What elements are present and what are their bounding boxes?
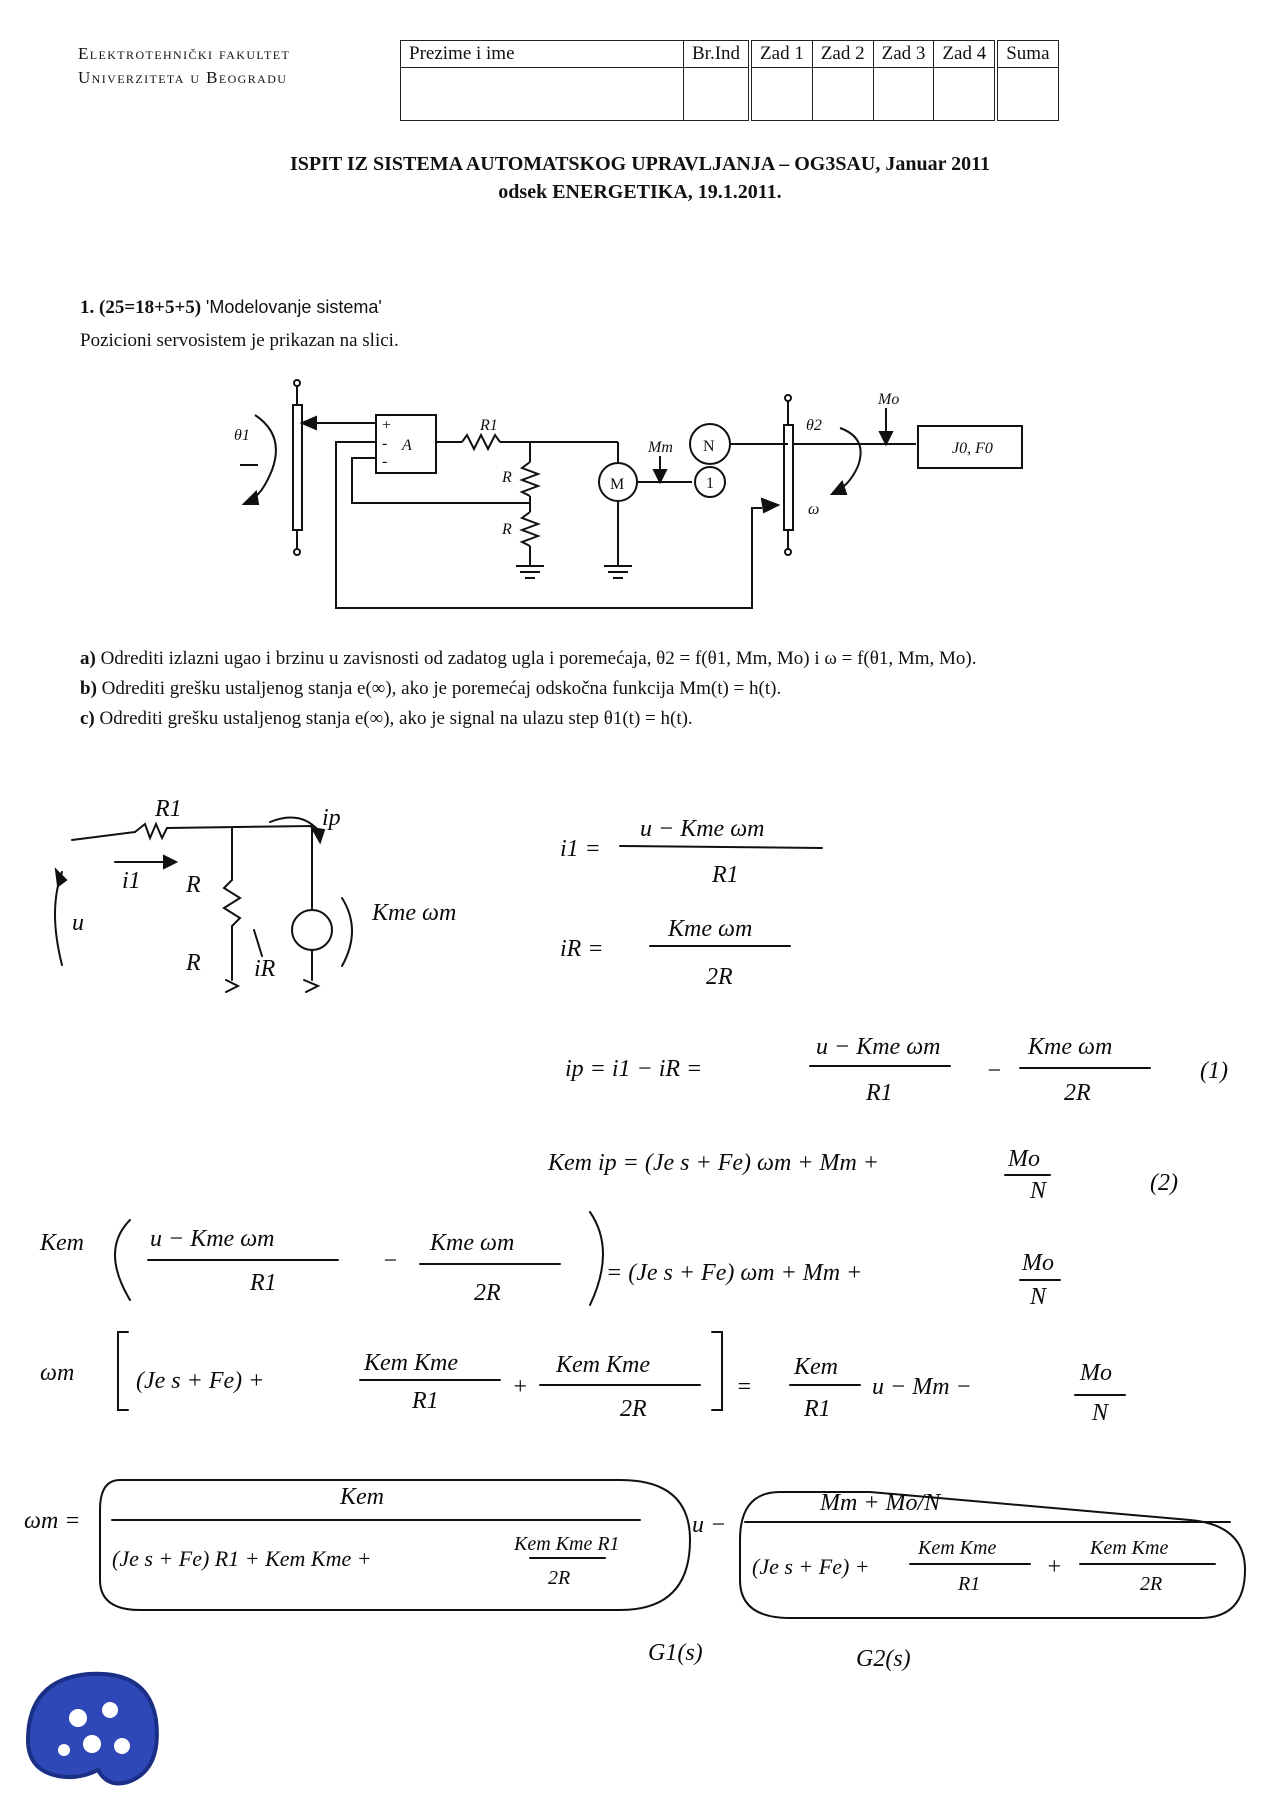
label-motor: M — [610, 476, 625, 493]
eq-i1-lhs: i1 = — [560, 836, 601, 862]
eq-fin-g2-fnum2: Kem Kme — [1090, 1537, 1169, 1559]
eq-col-rrest: u − Mm − — [872, 1374, 972, 1400]
task-points: (25=18+5+5) — [99, 297, 202, 318]
handwritten-solution — [0, 780, 1280, 1809]
label-g1: G1(s) — [648, 1640, 703, 1666]
eq-sub-minus: − — [382, 1248, 399, 1274]
label-r1: R1 — [480, 417, 498, 434]
sketch-label-u: u — [72, 910, 84, 936]
sketch-current-source — [292, 910, 332, 950]
grade-table-header-row — [401, 41, 1059, 68]
eq-torque-den: N — [1030, 1178, 1047, 1204]
header-name: Prezime i ime — [401, 41, 684, 68]
grade-table — [400, 40, 1059, 121]
eq-sub-rhs: = (Je s + Fe) ωm + Mm + — [606, 1260, 863, 1286]
sketch-resistor-r1 — [135, 824, 167, 838]
eq-ip-lhs: ip = i1 − iR = — [565, 1056, 703, 1082]
eq-fin-g2-fnum1: Kem Kme — [918, 1537, 997, 1559]
amp-minus-2: - — [382, 453, 388, 470]
amp-gain: A — [402, 437, 412, 454]
label-load: J0, F0 — [952, 440, 993, 457]
label-theta1: θ1 — [234, 427, 250, 444]
eq-col-rden: R1 — [804, 1396, 831, 1422]
eq-fin-g2-num: Mm + Mo/N — [820, 1490, 941, 1516]
cell-task-2[interactable] — [812, 68, 873, 121]
output-potentiometer — [784, 425, 793, 530]
label-mm: Mm — [648, 439, 673, 456]
header-task-3: Zad 3 — [873, 41, 934, 68]
theta2-arrow — [838, 428, 861, 490]
question-a-label: a) — [80, 648, 96, 669]
faculty-line-2: Univerziteta u Beogradu — [78, 68, 288, 87]
sketch-label-i1: i1 — [122, 868, 141, 894]
eq-fin-g1-num: Kem — [340, 1484, 384, 1510]
eq-col-num3: Kem Kme — [556, 1352, 650, 1378]
eq-sub-mo-num: Mo — [1022, 1250, 1054, 1276]
eq-fin-g2-den1: (Je s + Fe) + — [752, 1554, 870, 1579]
question-b-text: Odrediti grešku ustaljenog stanja e(∞), ako je poremećaj odskočna funkcija Mm(t) = h(t). — [101, 678, 782, 699]
task-number: 1. — [80, 297, 95, 318]
eq-ip-num2: Kme ωm — [1028, 1034, 1113, 1060]
eq-fin-g1-frac-num: Kem Kme R1 — [514, 1533, 620, 1555]
faculty-line-1: Elektrotehnički fakultet — [78, 44, 291, 63]
label-r-bottom: R — [502, 521, 512, 538]
sketch-resistor-r — [224, 828, 240, 980]
eq-i1-num: u − Kme ωm — [640, 816, 765, 842]
label-mo: Mo — [878, 391, 900, 408]
sketch-label-ip: ip — [322, 805, 341, 831]
eq-col-num2: Kem Kme — [364, 1350, 458, 1376]
eq-col-mo-num: Mo — [1080, 1360, 1112, 1386]
sketch-label-source: Kme ωm — [372, 900, 457, 926]
eq-torque-num: Mo — [1008, 1146, 1040, 1172]
eq-sub-den2: 2R — [474, 1280, 501, 1306]
sketch-label-r-b: R — [186, 950, 201, 976]
header-sum: Suma — [996, 41, 1058, 68]
exam-title: ISPIT IZ SISTEMA AUTOMATSKOG UPRAVLJANJA – OG3SAU, Januar 2011 — [290, 153, 990, 175]
cell-task-4[interactable] — [934, 68, 996, 121]
question-c — [80, 708, 693, 730]
eq-ip-den1: R1 — [866, 1080, 893, 1106]
eq-ir-den: 2R — [706, 964, 733, 990]
label-theta2: θ2 — [806, 417, 822, 434]
eq-col-mo-den: N — [1092, 1400, 1109, 1426]
eq-sub-num1: u − Kme ωm — [150, 1226, 275, 1252]
eq-sub-num2: Kme ωm — [430, 1230, 515, 1256]
eq-col-den3: 2R — [620, 1396, 647, 1422]
task-name: 'Modelovanje sistema' — [205, 297, 382, 317]
logo-shape — [28, 1674, 157, 1784]
label-omega: ω — [808, 501, 820, 518]
eq-ir-num: Kme ωm — [668, 916, 753, 942]
eq-col-plus: + — [512, 1374, 529, 1400]
sketch-label-ir: iR — [254, 956, 276, 982]
header-task-1: Zad 1 — [750, 41, 812, 68]
cell-sum[interactable] — [996, 68, 1058, 121]
cell-name[interactable] — [401, 68, 684, 121]
eq-fin-g1-frac-den: 2R — [548, 1567, 571, 1589]
eq-fin-lhs: ωm = — [24, 1508, 81, 1534]
input-potentiometer — [293, 405, 302, 530]
header-task-4: Zad 4 — [934, 41, 996, 68]
resistor-r1 — [462, 435, 500, 449]
label-r-top: R — [502, 469, 512, 486]
header-task-2: Zad 2 — [812, 41, 873, 68]
label-g2: G2(s) — [856, 1646, 911, 1672]
resistor-r-bottom — [522, 512, 538, 546]
exam-subtitle: odsek ENERGETIKA, 19.1.2011. — [498, 181, 782, 203]
eq-ip-minus: − — [986, 1058, 1003, 1084]
eq-ip-tag: (1) — [1200, 1058, 1228, 1084]
question-c-label: c) — [80, 708, 95, 729]
eq-fin-mid: u − — [692, 1512, 727, 1538]
cell-task-1[interactable] — [750, 68, 812, 121]
task-intro: Pozicioni servosistem je prikazan na slici. — [80, 330, 399, 351]
question-c-text: Odrediti grešku ustaljenog stanja e(∞), ako je signal na ulazu step θ1(t) = h(t). — [99, 708, 693, 729]
header-index: Br.Ind — [684, 41, 751, 68]
eq-fin-g2-plus: + — [1046, 1554, 1063, 1580]
eq-torque-tag: (2) — [1150, 1170, 1178, 1196]
amp-minus: - — [382, 435, 388, 452]
resistor-r-top — [522, 462, 538, 496]
eq-col-eq: = — [736, 1374, 753, 1400]
task-heading — [80, 297, 382, 319]
eq-fin-g2-fden2: 2R — [1140, 1573, 1163, 1595]
question-b — [80, 678, 781, 700]
faculty-name — [78, 42, 290, 90]
theta1-arrow — [250, 415, 276, 500]
eq-ir-lhs: iR = — [560, 936, 604, 962]
eq-sub-mo-den: N — [1030, 1284, 1047, 1310]
eq-sub-den1: R1 — [250, 1270, 277, 1296]
eq-fin-g2-fden1: R1 — [958, 1573, 981, 1595]
amp-plus: + — [382, 417, 392, 434]
question-a-text: Odrediti izlazni ugao i brzinu u zavisnosti od zadatog ugla i poremećaja, θ2 = f(θ1, Mm, Mo) i ω = f(θ1, Mm, Mo). — [100, 648, 977, 669]
eq-col-lhs: ωm — [40, 1360, 75, 1386]
eq-torque-lhs: Kem ip = (Je s + Fe) ωm + Mm + — [548, 1150, 879, 1176]
cell-task-3[interactable] — [873, 68, 934, 121]
eq-ip-num1: u − Kme ωm — [816, 1034, 941, 1060]
eq-col-term1: (Je s + Fe) + — [136, 1368, 265, 1394]
eq-col-den2: R1 — [412, 1388, 439, 1414]
sketch-label-r1: R1 — [155, 796, 182, 822]
eq-sub-kem: Kem — [40, 1230, 84, 1256]
question-b-label: b) — [80, 678, 97, 699]
university-logo — [18, 1660, 168, 1800]
label-gear-1: 1 — [706, 475, 714, 492]
eq-i1-den: R1 — [712, 862, 739, 888]
eq-fin-g1-den: (Je s + Fe) R1 + Kem Kme + — [112, 1546, 372, 1571]
eq-col-rnum: Kem — [794, 1354, 838, 1380]
sketch-label-r-a: R — [186, 872, 201, 898]
question-a — [80, 648, 977, 670]
label-gear-n: N — [703, 438, 715, 455]
eq-ip-den2: 2R — [1064, 1080, 1091, 1106]
servo-diagram — [0, 370, 1280, 620]
grade-table-entry-row — [401, 68, 1059, 121]
cell-index[interactable] — [684, 68, 751, 121]
